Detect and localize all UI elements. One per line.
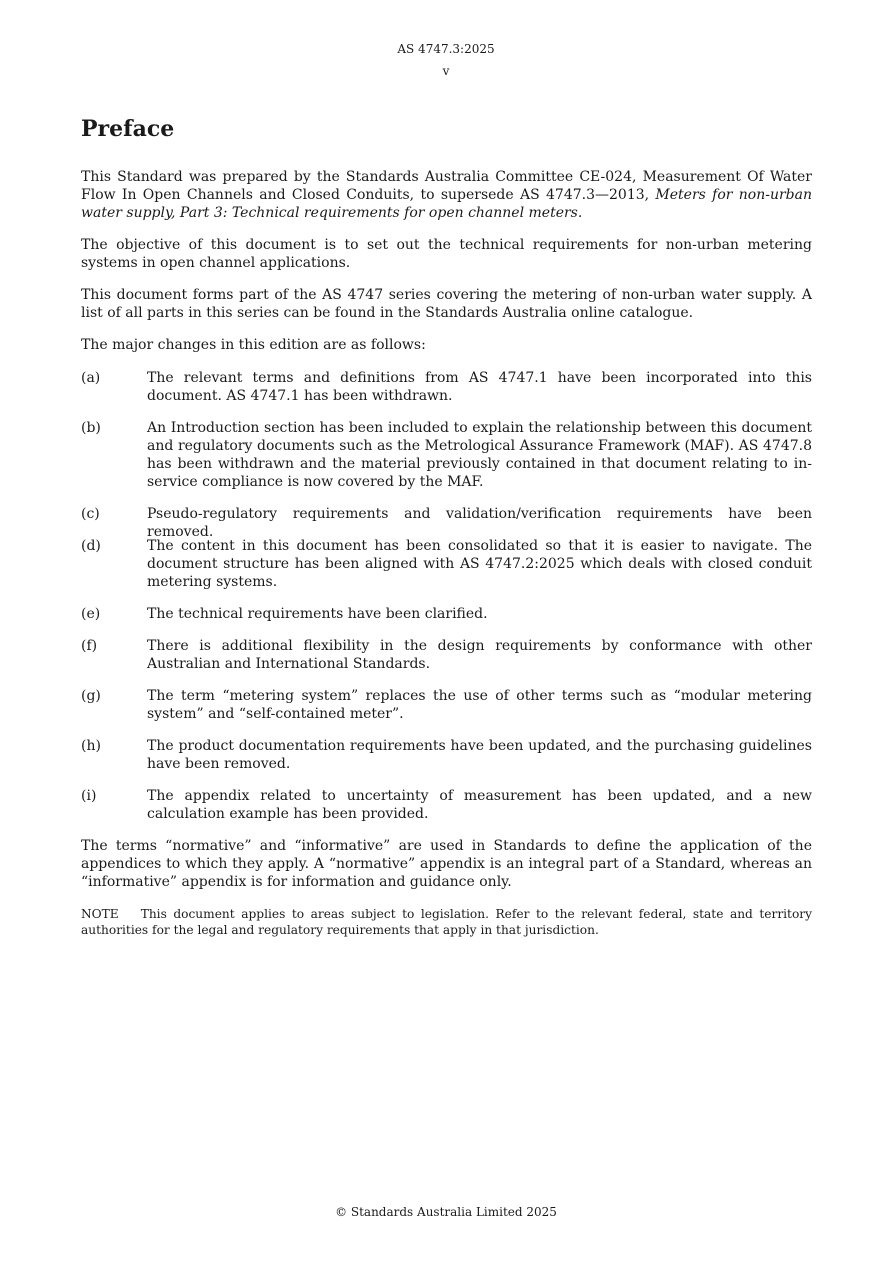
- change-text: An Introduction section has been included to explain the relationship between this document and regulatory documents such as the Metrological Assurance Framework (MAF). AS 4747.8 has been withdrawn and the material previously contained in that document relating to in-service compliance is now covered by the MAF.: [147, 420, 812, 490]
- change-item-f: [81, 637, 812, 673]
- change-text: There is additional flexibility in the design requirements by conformance with other Australian and International Standards.: [147, 638, 812, 672]
- note: [81, 906, 812, 938]
- change-label: (b): [81, 420, 101, 436]
- note-label: NOTE: [81, 907, 119, 921]
- change-text: Pseudo-regulatory requirements and validation/verification requirements have been removed.: [147, 506, 812, 540]
- note-text: This document applies to areas subject to legislation. Refer to the relevant federal, state and territory authorities for the legal and regulatory requirements that apply in that jurisdiction.: [81, 907, 812, 937]
- change-item-g: [81, 687, 812, 723]
- change-item-e: [81, 605, 812, 623]
- intro-text: This Standard was prepared by the Standards Australia Committee CE-024, Measurement Of Water Flow In Open Channels and Closed Conduits, to supersede AS 4747.3—2013,: [81, 169, 812, 203]
- change-text: The product documentation requirements have been updated, and the purchasing guidelines have been removed.: [147, 738, 812, 772]
- change-label: (g): [81, 688, 101, 704]
- change-text: The technical requirements have been clarified.: [147, 606, 488, 622]
- intro-paragraph: [81, 168, 812, 222]
- change-item-d: [81, 537, 812, 591]
- change-text: The term “metering system” replaces the use of other terms such as “modular metering system” and “self-contained meter”.: [147, 688, 812, 722]
- change-label: (d): [81, 538, 101, 554]
- change-item-i: [81, 787, 812, 823]
- change-label: (h): [81, 738, 101, 754]
- changes-intro-paragraph: The major changes in this edition are as follows:: [81, 337, 426, 353]
- change-label: (e): [81, 606, 101, 622]
- standard-identifier: AS 4747.3:2025: [397, 42, 495, 56]
- page-number: v: [442, 64, 450, 78]
- section-title: Preface: [81, 116, 175, 142]
- superseded-standard-title: Meters for non-urban water supply, Part 3: Technical requirements for open channel meters: [81, 187, 813, 221]
- change-label: (f): [81, 638, 98, 654]
- change-item-a: [81, 369, 812, 405]
- change-text: The relevant terms and definitions from AS 4747.1 have been incorporated into this document. AS 4747.1 has been withdrawn.: [147, 370, 812, 404]
- copyright-footer: © Standards Australia Limited 2025: [335, 1205, 557, 1219]
- change-text: The appendix related to uncertainty of measurement has been updated, and a new calculation example has been provided.: [147, 788, 812, 822]
- change-label: (c): [81, 506, 100, 522]
- change-label: (a): [81, 370, 101, 386]
- change-label: (i): [81, 788, 97, 804]
- objective-paragraph: The objective of this document is to set out the technical requirements for non-urban metering systems in open channel applications.: [81, 237, 812, 271]
- change-item-h: [81, 737, 812, 773]
- intro-text-end: .: [577, 205, 583, 221]
- change-item-b: [81, 419, 812, 491]
- change-item-c: [81, 505, 812, 541]
- change-text: The content in this document has been consolidated so that it is easier to navigate. The document structure has been aligned with AS 4747.2:2025 which deals with closed conduit metering systems.: [147, 538, 812, 590]
- normative-paragraph: The terms “normative” and “informative” are used in Standards to define the application of the appendices to which they apply. A “normative” appendix is an integral part of a Standard, whereas an “informative” appendix is for information and guidance only.: [81, 838, 812, 890]
- series-paragraph: This document forms part of the AS 4747 series covering the metering of non-urban water supply. A list of all parts in this series can be found in the Standards Australia online catalogue.: [81, 287, 812, 321]
